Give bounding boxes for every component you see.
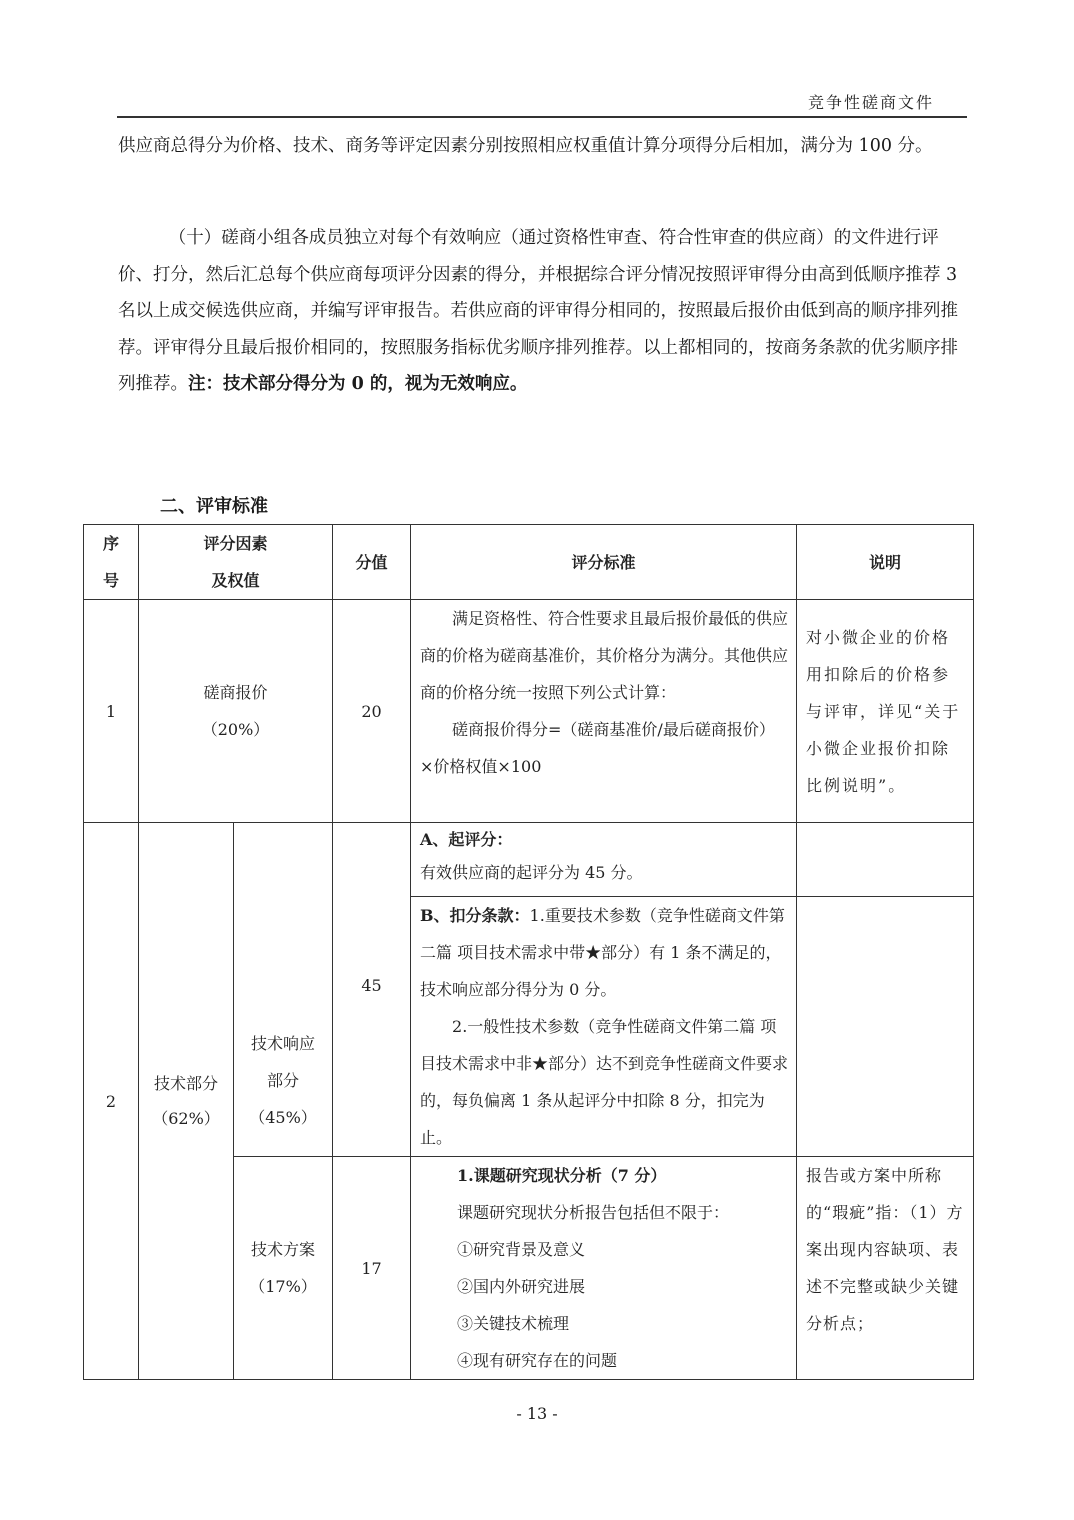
- header-seq: 序 号: [84, 525, 139, 600]
- row2-sub2-score: 17: [333, 1157, 411, 1380]
- header-criteria: 评分标准: [411, 525, 797, 600]
- row1-note: 对小微企业的价格用扣除后的价格参与评审，详见“关于小微企业报价扣除比例说明”。: [797, 600, 974, 823]
- criteria-item: ②国内外研究进展: [457, 1277, 586, 1296]
- table-header-row: [84, 525, 974, 600]
- row1-criteria: 满足资格性、符合性要求且最后报价最低的供应商的价格为磋商基准价，其价格分为满分。其他供应商的价格分统一按照下列公式计算： 磋商报价得分=（磋商基准价/最后磋商报价）×价格权值×100: [411, 600, 797, 823]
- row2-sub2-criteria: 1.课题研究现状分析（7 分） 课题研究现状分析报告包括但不限于： ①研究背景及意义 ②国内外研究进展 ③关键技术梳理 ④现有研究存在的问题: [411, 1157, 797, 1380]
- paragraph-note-bold: 注：技术部分得分为 0 的，视为无效响应。: [188, 374, 528, 394]
- header-note: 说明: [797, 525, 974, 600]
- paragraph-evaluation-process: [118, 220, 970, 403]
- criteria-item: ①研究背景及意义: [457, 1240, 586, 1259]
- paragraph-total-score: 供应商总得分为价格、技术、商务等评定因素分别按照相应权重值计算分项得分后相加，满分为 100 分。: [118, 136, 933, 156]
- row1-seq: 1: [84, 600, 139, 823]
- row2-factor: 技术部分（62%）: [139, 823, 234, 1380]
- document-header-title: 竞争性磋商文件: [807, 93, 934, 112]
- row2-criteria-a: A、起评分： 有效供应商的起评分为 45 分。: [411, 823, 797, 897]
- criteria-item: ④现有研究存在的问题: [457, 1351, 618, 1370]
- row1-score: 20: [333, 600, 411, 823]
- header-rule: [117, 116, 967, 118]
- row2-criteria-b: B、扣分条款：1.重要技术参数（竞争性磋商文件第二篇 项目技术需求中带★部分）有 1 条不满足的，技术响应部分得分为 0 分。 2.一般性技术参数（竞争性磋商文件第二篇 项目技术需求中非★部分）达不到竞争性磋商文件要求的，每负偏离 1 条从起评分中扣除 8 分，扣完为止。: [411, 897, 797, 1157]
- header-factor: 评分因素 及权值: [139, 525, 333, 600]
- header-score: 分值: [333, 525, 411, 600]
- row2-note-a: [797, 823, 974, 897]
- page-number: - 13 -: [516, 1404, 558, 1423]
- paragraph-evaluation-text: （十）磋商小组各成员独立对每个有效响应（通过资格性审查、符合性审查的供应商）的文件进行评价、打分，然后汇总每个供应商每项评分因素的得分，并根据综合评分情况按照评审得分由高到低顺序推荐 3 名以上成交候选供应商，并编写评审报告。若供应商的评审得分相同的，按照最后报价由低到高的顺序排列推荐。评审得分且最后报价相同的，按照服务指标优劣顺序排列推荐。以上都相同的，按商务条款的优劣顺序排列推荐。: [118, 228, 958, 394]
- row2-note-b: [797, 897, 974, 1157]
- scoring-table: [83, 524, 974, 1380]
- criteria-item: ③关键技术梳理: [457, 1314, 570, 1333]
- table-row: [84, 823, 974, 897]
- row1-factor: 磋商报价 （20%）: [139, 600, 333, 823]
- section-title: 二、评审标准: [160, 496, 268, 517]
- row2-sub2-name: 技术方案 （17%）: [234, 1157, 333, 1380]
- row2-sub1-name: 技术响应 部分 （45%）: [234, 823, 333, 1157]
- row2-seq: 2: [84, 823, 139, 1380]
- row2-sub2-note: 报告或方案中所称的“瑕疵”指：（1）方案出现内容缺项、表述不完整或缺少关键分析点；: [797, 1157, 974, 1380]
- row2-sub1-score: 45: [333, 823, 411, 1157]
- table-row: [84, 600, 974, 823]
